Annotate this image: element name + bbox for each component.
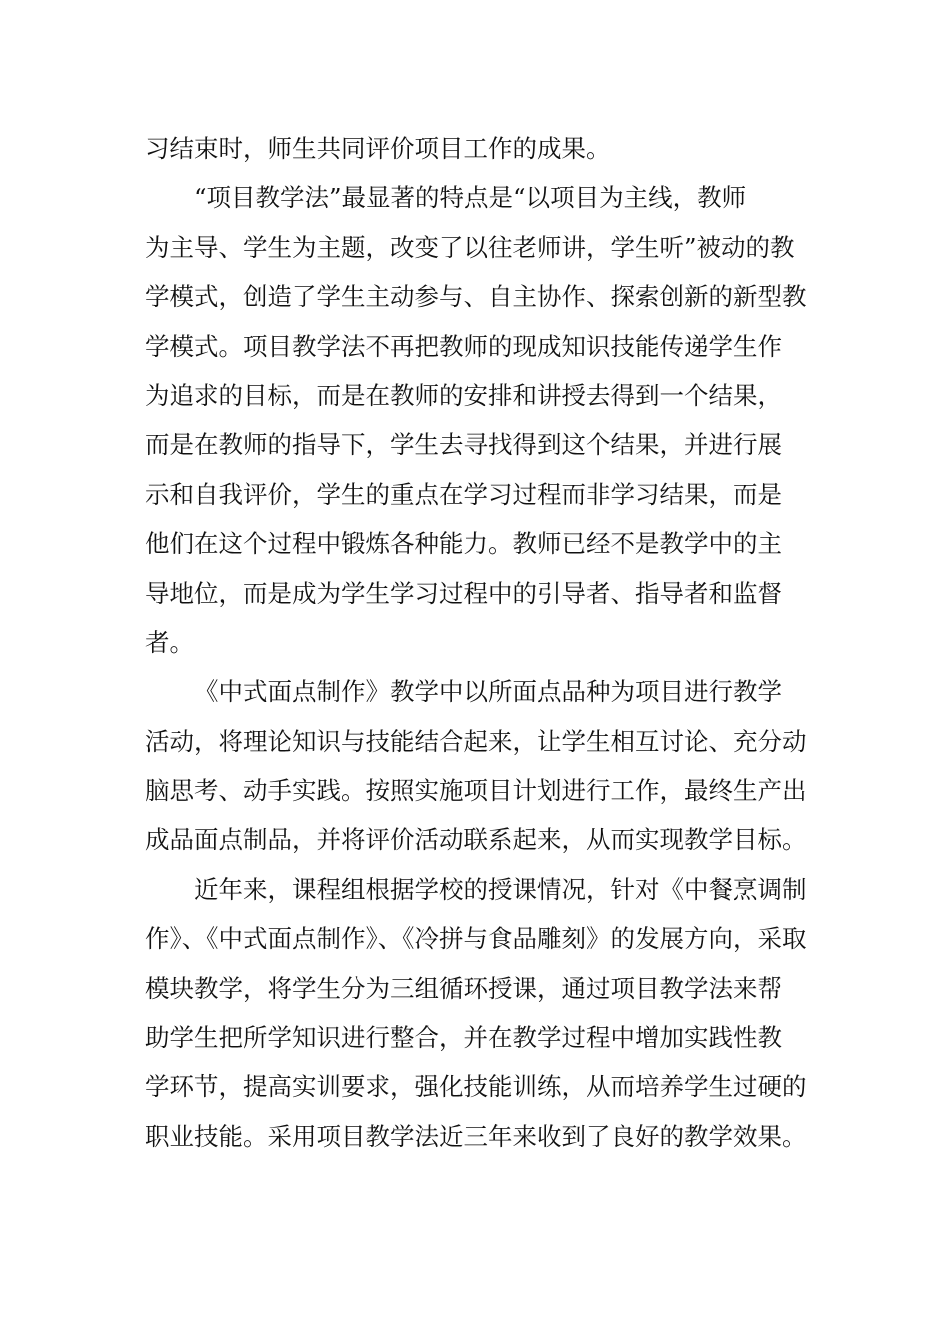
text-line: 脑思考、动手实践。按照实施项目计划进行工作，最终生产出 — [145, 776, 807, 806]
text-line: 成品面点制品，并将评价活动联系起来，从而实现教学目标。 — [145, 825, 807, 855]
text-line: 活动，将理论知识与技能结合起来，让学生相互讨论、充分动 — [145, 726, 807, 756]
paragraph-first-line: 《中式面点制作》教学中以所面点品种为项目进行教学 — [194, 677, 782, 707]
text-line: 习结束时，师生共同评价项目工作的成果。 — [145, 134, 611, 163]
paragraph-first-line: “项目教学法”最显著的特点是“以项目为主线，教师 — [194, 183, 747, 213]
text-line: 学模式，创造了学生主动参与、自主协作、探索创新的新型教 — [145, 282, 807, 312]
text-line: 模块教学，将学生分为三组循环授课，通过项目教学法来帮 — [145, 973, 782, 1003]
text-line: 而是在教师的指导下，学生去寻找得到这个结果，并进行展 — [145, 430, 782, 460]
text-line: 学环节，提高实训要求，强化技能训练，从而培养学生过硬的 — [145, 1072, 807, 1102]
text-line: 他们在这个过程中锻炼各种能力。教师已经不是教学中的主 — [145, 529, 782, 559]
document-body — [145, 124, 825, 1161]
text-line: 者。 — [145, 627, 194, 657]
text-line: 导地位，而是成为学生学习过程中的引导者、指导者和监督 — [145, 578, 782, 608]
text-line: 为主导、学生为主题，改变了以往老师讲，学生听”被动的教 — [145, 232, 795, 262]
paragraph-first-line: 近年来，课程组根据学校的授课情况，针对《中餐烹调制 — [194, 874, 807, 904]
text-line: 职业技能。采用项目教学法近三年来收到了良好的教学效果。 — [145, 1121, 807, 1151]
text-line: 助学生把所学知识进行整合，并在教学过程中增加实践性教 — [145, 1023, 782, 1053]
text-line: 学模式。项目教学法不再把教师的现成知识技能传递学生作 — [145, 331, 782, 361]
text-line: 示和自我评价，学生的重点在学习过程而非学习结果，而是 — [145, 479, 782, 509]
text-line: 作》、《中式面点制作》、《冷拼与食品雕刻》的发展方向，采取 — [145, 924, 807, 954]
text-line: 为追求的目标，而是在教师的安排和讲授去得到一个结果， — [145, 380, 782, 410]
